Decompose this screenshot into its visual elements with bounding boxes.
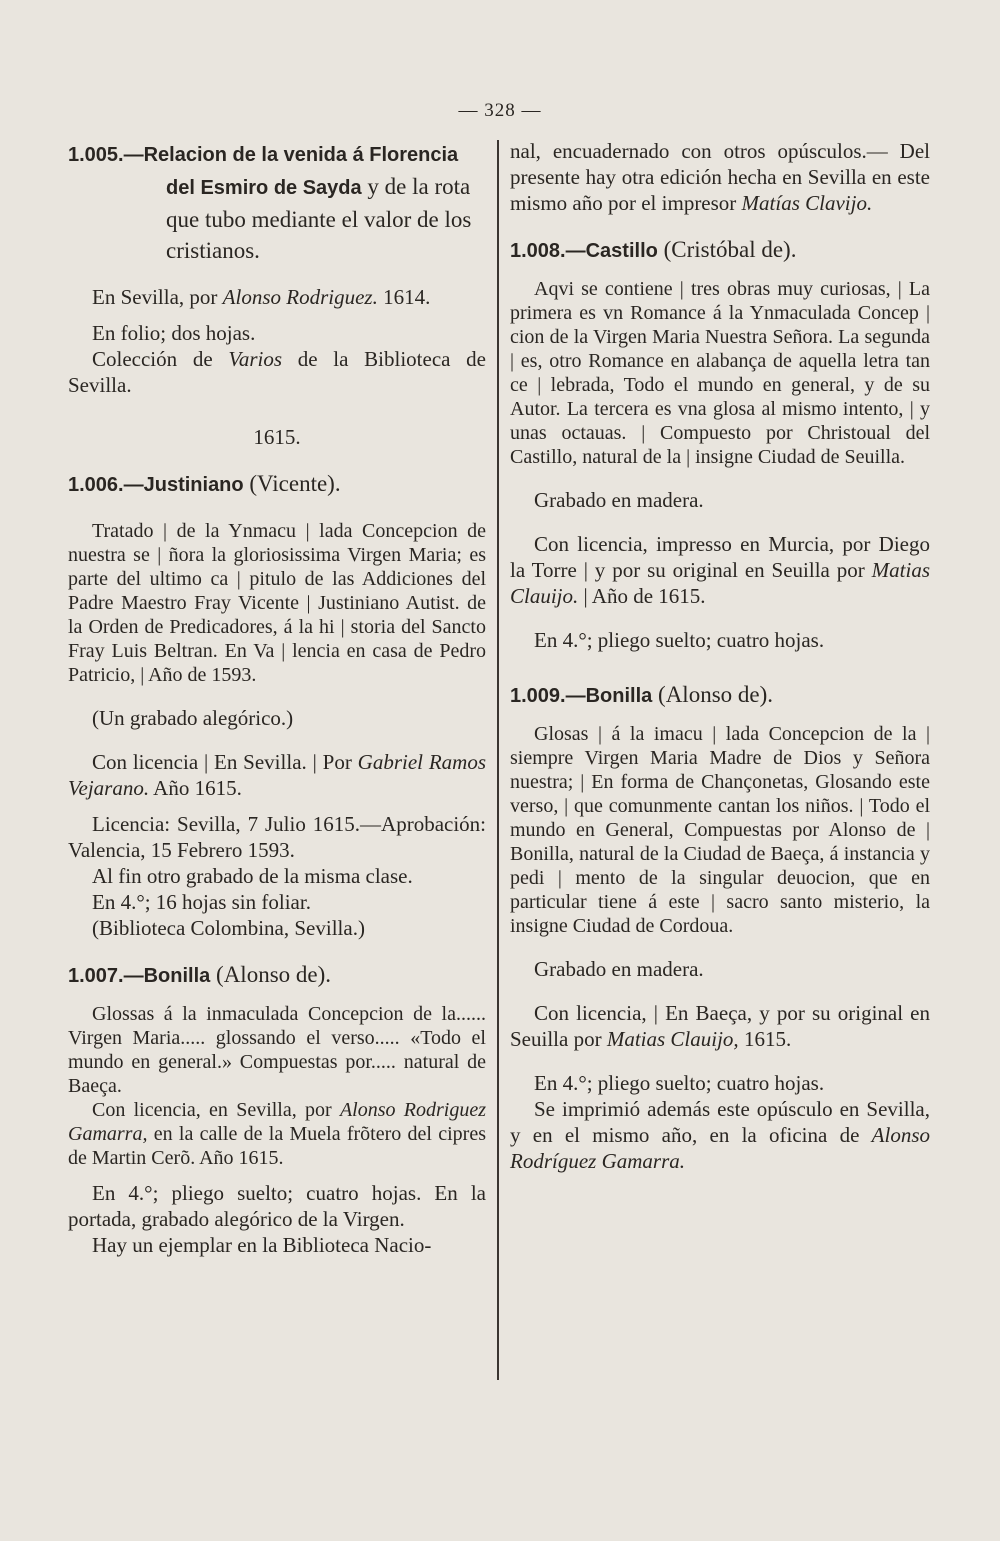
- entry-1005-imprint: En Sevilla, por Alonso Rodriguez. 1614.: [92, 285, 431, 309]
- entry-1008-engraving: Grabado en madera.: [534, 488, 704, 512]
- entry-1008-heading: 1.008.—Castillo (Cristóbal de).: [510, 237, 797, 262]
- entry-title-bold: Relacion de la venida á Florencia del Esmiro de Sayda: [143, 144, 459, 199]
- entry-1007-license: Con licencia, en Sevilla, por Alonso Rodriguez Gamarra, en la calle de la Muela frõtero del cipres de Martin Cerõ. Año 1615.: [68, 1099, 486, 1169]
- entry-1008-format: En 4.°; pliego suelto; cuatro hojas.: [534, 628, 825, 652]
- entry-1009-format: En 4.°; pliego suelto; cuatro hojas.: [534, 1071, 825, 1095]
- entry-1006-format: En 4.°; 16 hojas sin foliar.: [92, 890, 311, 914]
- entry-1009-description: Glosas | á la imacu | lada Concepcion de la | siempre Virgen Maria Madre de Dios y Señora nuestra; | En forma de Chançonetas, Glosando este verso, | que comunmente cantan los niños. | Todo el mundo en General, Compuestas por Alonso de | Bonilla, natural de la Ciudad de Baeça, á instancia y pedi | mento de la singular deuocion, que en particular tiene á este | sacro santo misterio, la insigne Ciudad de Cordoua.: [510, 723, 930, 937]
- left-column: [68, 138, 486, 1258]
- entry-1007-format: En 4.°; pliego suelto; cuatro hojas. En la portada, grabado alegórico de la Virgen.: [68, 1181, 486, 1231]
- right-column: [510, 138, 930, 1174]
- entry-1005-heading: [68, 138, 486, 266]
- column-divider: [497, 140, 499, 1380]
- entry-1009-imprint-note: Se imprimió además este opúsculo en Sevilla, y en el mismo año, en la oficina de Alonso Rodríguez Gamarra.: [510, 1097, 930, 1173]
- entry-title-rest: y de la rota que tubo mediante el valor de los cristianos.: [166, 174, 472, 263]
- entry-1007-heading: 1.007.—Bonilla (Alonso de).: [68, 962, 332, 987]
- entry-number: 1.005.—: [68, 144, 144, 166]
- entry-1009-license: Con licencia, | En Baeça, y por su original en Seuilla por Matias Clauijo, 1615.: [510, 1001, 930, 1051]
- year-heading: 1615.: [253, 425, 301, 449]
- page-number: — 328 —: [458, 100, 542, 121]
- entry-1006-license: Con licencia | En Sevilla. | Por Gabriel Ramos Vejarano. Año 1615.: [68, 750, 486, 800]
- entry-1006-engraving: (Un grabado alegórico.): [92, 706, 294, 730]
- entry-1009-heading: 1.009.—Bonilla (Alonso de).: [510, 682, 774, 707]
- entry-1006-library: (Biblioteca Colombina, Sevilla.): [92, 916, 365, 940]
- entry-1005-collection: Colección de Varios de la Biblioteca de Sevilla.: [68, 347, 486, 397]
- entry-1007-holding: Hay un ejemplar en la Biblioteca Nacio-: [92, 1233, 432, 1257]
- entry-1005-format: En folio; dos hojas.: [92, 321, 256, 345]
- entry-1006-note: Al fin otro grabado de la misma clase.: [92, 864, 413, 888]
- entry-1007-description: Glossas á la inmaculada Concepcion de la...... Virgen Maria..... glossando el verso..... «Todo el mundo en general.» Compuestas por..... natural de Baeça.: [68, 1003, 486, 1097]
- entry-1006-description: Tratado | de la Ynmacu | lada Concepcion de nuestra se | ñora la gloriosissima Virgen Maria; es parte del ultimo ca | pitulo de las Addiciones del Padre Maestro Fray Vicente | Justiniano Autist. de la Orden de Predicadores, á la hi | storia del Sancto Fray Luis Beltran. En Va | lencia en casa de Pedro Patricio, | Año de 1593.: [68, 520, 486, 686]
- entry-1006-heading: 1.006.—Justiniano (Vicente).: [68, 471, 341, 496]
- entry-1006-license-dates: Licencia: Sevilla, 7 Julio 1615.—Aprobación: Valencia, 15 Febrero 1593.: [68, 812, 486, 862]
- entry-1007-continuation: nal, encuadernado con otros opúsculos.— Del presente hay otra edición hecha en Sevilla en este mismo año por el impresor Matías Clavijo.: [510, 139, 930, 215]
- entry-1009-engraving: Grabado en madera.: [534, 957, 704, 981]
- entry-1008-description: Aqvi se contiene | tres obras muy curiosas, | La primera es vn Romance á la Ynmaculada Concep | cion de la Virgen Maria Nuestra Señora. La segunda | es, otro Romance en alabança de aquella letra tan ce | lebrada, Todo el mundo en general, y de su Autor. La tercera es vna glosa al mismo intento, | y unas octauas. | Compuesto por Christoual del Castillo, natural de la | insigne Ciudad de Seuilla.: [510, 278, 930, 468]
- entry-1008-license: Con licencia, impresso en Murcia, por Diego la Torre | y por su original en Seuilla por Matias Clauijo. | Año de 1615.: [510, 532, 930, 608]
- printer-name: Alonso Rodriguez.: [222, 285, 378, 309]
